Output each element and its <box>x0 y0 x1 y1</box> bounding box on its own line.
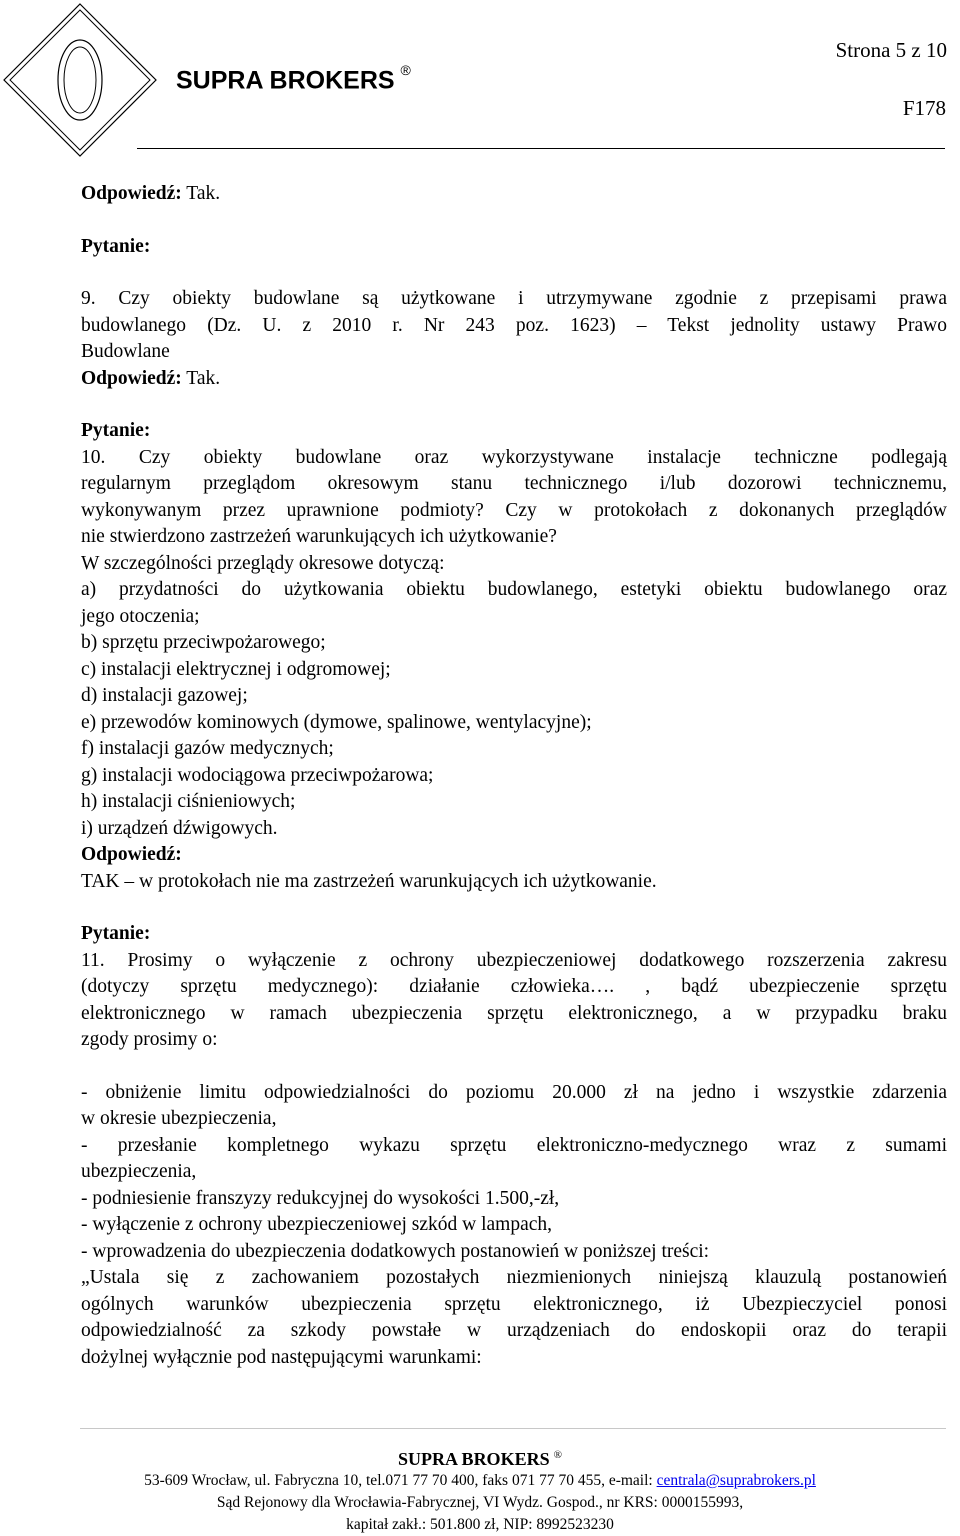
brand-title <box>176 62 411 95</box>
list-item: e) przewodów kominowych (dymowe, spalinowe, wentylacyjne); <box>81 711 592 733</box>
footer-court: Sąd Rejonowy dla Wrocławia-Fabrycznej, VI Wydz. Gospod., nr KRS: 0000155993, <box>216 1494 744 1511</box>
brand-name: SUPRA BROKERS <box>176 66 395 95</box>
list-item: - obniżenie limitu odpowiedzialności do poziomu 20.000 zł na jedno i wszystkie zdarzenia <box>81 1081 947 1103</box>
question-9-line: Budowlane <box>81 341 170 362</box>
list-item: - wprowadzenia do ubezpieczenia dodatkowych postanowień w poniższej treści: <box>81 1240 710 1262</box>
answer-label: Odpowiedź: <box>81 367 182 389</box>
list-item: g) instalacji wodociągowa przeciwpożarowa; <box>81 764 434 786</box>
email-link[interactable]: centrala@suprabrokers.pl <box>656 1472 816 1489</box>
page-number: Strona 5 z 10 <box>835 38 947 62</box>
list-item: w okresie ubezpieczenia, <box>81 1108 277 1129</box>
question-9-line: 9. Czy obiekty budowlane są użytkowane i utrzymywane zgodnie z przepisami prawa <box>81 288 947 309</box>
document-body <box>81 168 947 1371</box>
list-item: ubezpieczenia, <box>81 1161 197 1182</box>
footer-brand: SUPRA BROKERS ® <box>398 1449 562 1469</box>
list-item: - wyłączenie z ochrony ubezpieczeniowej szkód w lampach, <box>81 1214 553 1235</box>
list-item: i) urządzeń dźwigowych. <box>81 817 278 839</box>
list-item: f) instalacji gazów medycznych; <box>81 738 334 759</box>
list-item: jego otoczenia; <box>81 605 200 627</box>
footer-address: 53-609 Wrocław, ul. Fabryczna 10, tel.071 77 70 400, faks 071 77 70 455, e-mail: centrala@suprabrokers.pl <box>144 1472 816 1489</box>
answer-0: Odpowiedź: Tak. <box>81 183 221 204</box>
question-11-line: zgody prosimy o: <box>81 1029 218 1050</box>
answer-label-10: Odpowiedź: <box>81 844 182 865</box>
question-11-line: 11. Prosimy o wyłączenie z ochrony ubezpieczeniowej dodatkowego rozszerzenia zakresu <box>81 949 947 971</box>
question-label-10: Pytanie: <box>81 420 151 441</box>
question-11-line: elektronicznego w ramach ubezpieczenia sprzętu elektronicznego, a w przypadku braku <box>81 1002 947 1024</box>
company-logo <box>0 0 160 160</box>
question-10-line: regularnym przeglądom okresowym stanu technicznego i/lub dozorowi technicznemu, <box>81 473 947 494</box>
footer <box>0 1444 960 1536</box>
question-11-line: (dotyczy sprzętu medycznego): działanie człowieka…. , bądź ubezpieczenie sprzętu <box>81 976 947 997</box>
answer-10: TAK – w protokołach nie ma zastrzeżeń warunkujących ich użytkowanie. <box>81 870 657 892</box>
answer-label: Odpowiedź: <box>81 183 182 204</box>
list-item: c) instalacji elektrycznej i odgromowej; <box>81 658 391 680</box>
question-10-line: wykonywanym przez uprawnione podmioty? Czy w protokołach z dokonanych przeglądów <box>81 499 947 521</box>
footer-capital: kapitał zakł.: 501.800 zł, NIP: 8992523230 <box>346 1516 614 1533</box>
registered-mark: ® <box>400 62 411 78</box>
list-item: a) przydatności do użytkowania obiektu budowlanego, estetyki obiektu budowlanego oraz <box>81 579 947 600</box>
question-label-9: Pytanie: <box>81 235 151 257</box>
footer-registered-mark: ® <box>553 1449 562 1461</box>
document-code: F178 <box>902 96 946 120</box>
quote-line: ogólnych warunków ubezpieczenia sprzętu elektronicznego, iż Ubezpieczyciel ponosi <box>81 1293 947 1315</box>
list-item: b) sprzętu przeciwpożarowego; <box>81 632 326 653</box>
header-divider <box>137 148 945 149</box>
list-item: d) instalacji gazowej; <box>81 685 248 706</box>
question-10-line: nie stwierdzono zastrzeżeń warunkujących ich użytkowanie? <box>81 526 557 547</box>
question-10-intro: W szczególności przeglądy okresowe dotyczą: <box>81 552 445 574</box>
list-item: - podniesienie franszyzy redukcyjnej do wysokości 1.500,-zł, <box>81 1187 560 1209</box>
answer-9: Odpowiedź: Tak. <box>81 367 221 389</box>
quote-line: „Ustala się z zachowaniem pozostałych niezmienionych niniejszą klauzulą postanowień <box>81 1267 947 1288</box>
question-10-line: 10. Czy obiekty budowlane oraz wykorzystywane instalacje techniczne podlegają <box>81 446 947 468</box>
list-item: h) instalacji ciśnieniowych; <box>81 791 296 812</box>
quote-line: dożylnej wyłącznie pod następującymi warunkami: <box>81 1346 482 1368</box>
question-label-11: Pytanie: <box>81 923 151 944</box>
list-item: - przesłanie kompletnego wykazu sprzętu elektroniczno-medycznego wraz z sumami <box>81 1134 947 1156</box>
question-9-line: budowlanego (Dz. U. z 2010 r. Nr 243 poz. 1623) – Tekst jednolity ustawy Prawo <box>81 314 947 336</box>
quote-line: odpowiedzialność za szkody powstałe w urządzeniach do endoskopii oraz do terapii <box>81 1320 947 1341</box>
footer-divider <box>80 1428 946 1429</box>
